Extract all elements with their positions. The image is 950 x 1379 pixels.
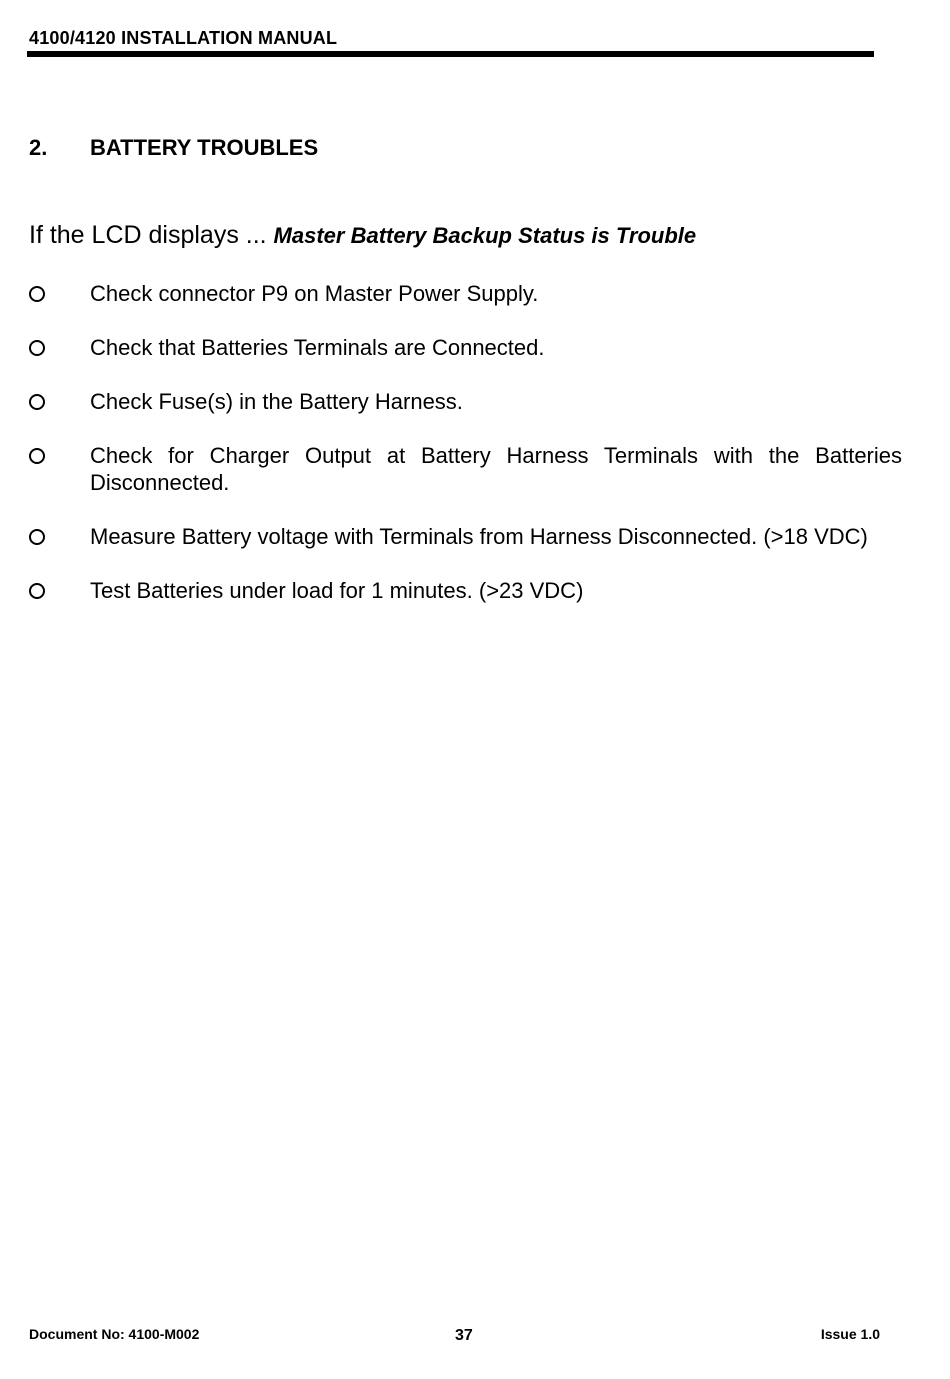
footer-issue: Issue 1.0: [820, 1326, 880, 1342]
section-title: BATTERY TROUBLES: [90, 135, 319, 160]
checkbox-circle-icon: [29, 394, 45, 410]
checkbox-circle-icon: [29, 286, 45, 302]
checklist-item-text: Check for Charger Output at Battery Harness Terminals with the Batteries Disconnected.: [90, 443, 902, 495]
checklist-item: [29, 388, 902, 415]
checklist-item: [29, 280, 902, 307]
checklist-item-text: Measure Battery voltage with Terminals from Harness Disconnected. (>18 VDC): [90, 524, 868, 549]
checkbox-circle-icon: [29, 340, 45, 356]
footer-document-number: Document No: 4100-M002: [29, 1326, 200, 1342]
checklist-item: [29, 523, 902, 550]
section-heading: [29, 135, 318, 161]
lcd-message: Master Battery Backup Status is Trouble: [273, 223, 697, 248]
footer-page-number: 37: [455, 1327, 473, 1344]
checklist-item: [29, 334, 902, 361]
checkbox-circle-icon: [29, 448, 45, 464]
checklist-item-text: Check that Batteries Terminals are Connected.: [90, 335, 545, 360]
checklist-item: [29, 442, 902, 496]
checklist-item: [29, 577, 902, 604]
header-rule: [27, 51, 874, 57]
lcd-display-line: [29, 221, 696, 250]
lcd-prefix: If the LCD displays ...: [29, 221, 274, 249]
troubleshooting-checklist: [29, 280, 902, 631]
checkbox-circle-icon: [29, 583, 45, 599]
manual-header-title: 4100/4120 INSTALLATION MANUAL: [29, 28, 338, 48]
checkbox-circle-icon: [29, 529, 45, 545]
checklist-item-text: Check Fuse(s) in the Battery Harness.: [90, 389, 463, 414]
checklist-item-text: Test Batteries under load for 1 minutes. (>23 VDC): [90, 578, 584, 603]
section-number: 2.: [29, 135, 48, 160]
checklist-item-text: Check connector P9 on Master Power Supply.: [90, 281, 539, 306]
